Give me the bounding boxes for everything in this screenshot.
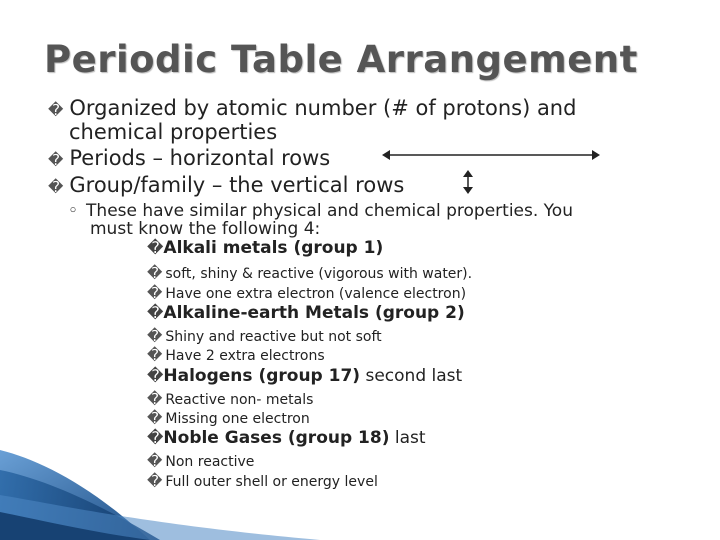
slide-title: Periodic Table Arrangement [44,38,638,81]
detail-text: Missing one electron [165,411,310,427]
bullet-text: Periods – horizontal rows [69,146,331,170]
bullet-text: Organized by atomic number (# of protons) and [69,96,577,120]
detail-item [147,284,466,302]
group-alkaline-earth-metals [147,303,465,323]
detail-item [147,409,310,427]
detail-item [147,390,313,408]
detail-text: Have one extra electron (valence electron) [165,286,467,302]
detail-text: soft, shiny & reactive (vigorous with water). [165,266,473,282]
decorative-swoosh-icon [0,450,320,540]
detail-text: Full outer shell or energy level [165,474,378,490]
bullet-box-icon: � [147,409,163,427]
bullet-box-icon: � [147,452,163,470]
group-alkali-metals [147,238,383,258]
group-name: Alkaline-earth Metals (group 2) [163,303,465,323]
bullet-box-icon: � [147,390,163,408]
sub-bullet-continued: must know the following 4: [90,219,321,239]
sub-bullet-similar-properties [68,201,573,221]
detail-item [147,346,325,364]
detail-text: Non reactive [165,454,255,470]
sub-bullet-marker: ◦ [68,201,79,221]
group-bullet-icon: � [147,303,164,322]
vertical-arrow-icon [462,170,474,194]
bullet-box-icon: � [48,151,64,169]
group-noble-gases [147,428,426,448]
bullet-periods [48,146,330,170]
detail-item [147,264,472,282]
group-bullet-icon: � [147,428,164,447]
sub-bullet-text: These have similar physical and chemical properties. You [86,201,573,221]
bullet-box-icon: � [48,178,64,196]
group-suffix: last [389,428,426,448]
group-name: Noble Gases (group 18) [163,428,390,448]
group-bullet-icon: � [147,238,164,257]
bullet-organized [48,96,576,120]
bullet-box-icon: � [147,284,163,302]
bullet-box-icon: � [147,472,163,490]
group-name: Alkali metals (group 1) [163,238,384,258]
bullet-groups [48,173,404,197]
bullet-box-icon: � [147,346,163,364]
detail-text: Reactive non- metals [165,392,314,408]
group-bullet-icon: � [147,366,164,385]
horizontal-arrow-icon [382,148,600,162]
bullet-text: Group/family – the vertical rows [69,173,405,197]
group-suffix: second last [360,366,463,386]
bullet-box-icon: � [147,264,163,282]
group-halogens [147,366,462,386]
group-name: Halogens (group 17) [163,366,361,386]
detail-text: Have 2 extra electrons [165,348,325,364]
bullet-organized-continued: chemical properties [69,120,278,144]
bullet-box-icon: � [48,101,64,119]
detail-item [147,327,382,345]
bullet-box-icon: � [147,327,163,345]
detail-text: Shiny and reactive but not soft [165,329,382,345]
